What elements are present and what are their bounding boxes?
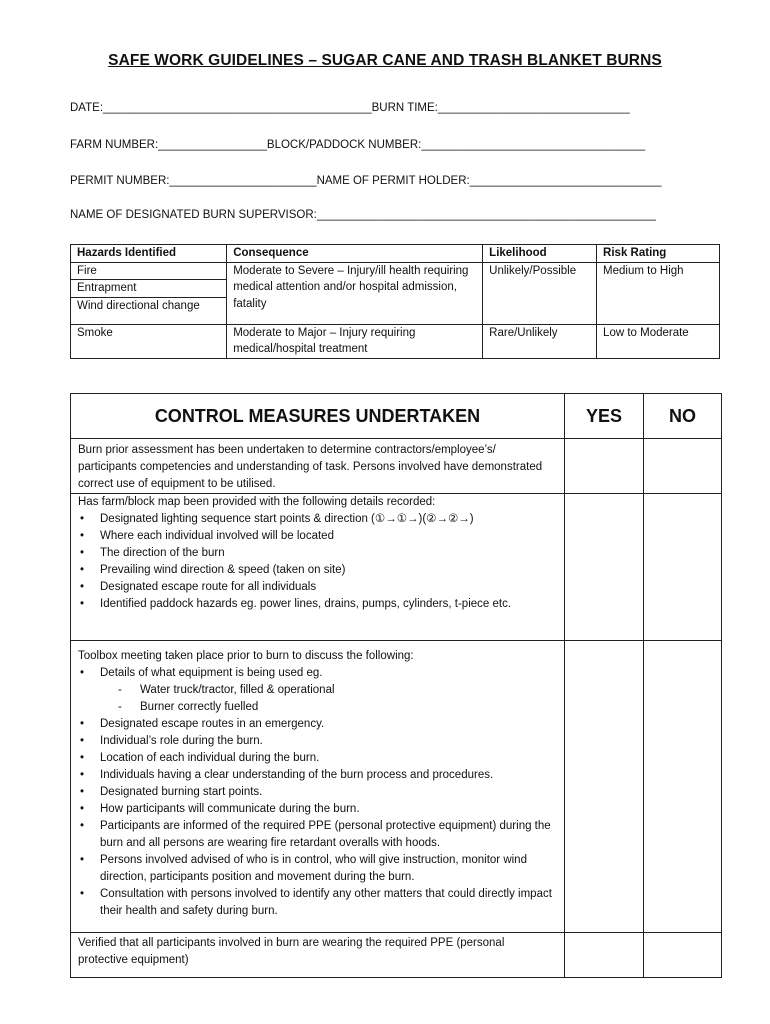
toolbox-intro: Toolbox meeting taken place prior to burn to discuss the following: <box>78 650 414 662</box>
list-item: • Designated burning start points. <box>100 784 557 801</box>
table-row <box>71 439 722 494</box>
likelihood-cell: Unlikely/Possible <box>483 262 597 324</box>
no-header: NO <box>644 394 722 439</box>
list-item: • Participants are informed of the required PPE (personal protective equipment) during the burn and all persons are wearing fire retardant overalls with hoods. <box>100 818 557 852</box>
list-item <box>100 665 557 716</box>
header-hazards: Hazards Identified <box>71 245 227 263</box>
table-row <box>71 641 722 933</box>
hazard-cell: Smoke <box>71 324 227 358</box>
list-item: • Individuals having a clear understanding of the burn process and procedures. <box>100 767 557 784</box>
control-text-assessment: Burn prior assessment has been undertaken to determine contractors/employee’s/ participants competencies and understanding of task. Persons involved have demonstrated correct use of equipment to be utilised. <box>71 439 565 494</box>
list-item: • Where each individual involved will be located <box>100 528 557 545</box>
control-text-toolbox <box>71 641 565 933</box>
table-row <box>71 324 720 358</box>
control-text-ppe: Verified that all participants involved in burn are wearing the required PPE (personal protective equipment) <box>71 933 565 978</box>
consequence-cell: Moderate to Severe – Injury/ill health requiring medical attention and/or hospital admission, fatality <box>227 262 483 324</box>
list-item: • Individual’s role during the burn. <box>100 733 557 750</box>
hazard-cell: Entrapment <box>71 280 227 298</box>
map-details-list <box>78 511 557 613</box>
likelihood-cell: Rare/Unlikely <box>483 324 597 358</box>
hazard-table-header <box>71 245 720 263</box>
list-item: • Designated escape route for all individuals <box>100 579 557 596</box>
list-item: • Persons involved advised of who is in control, who will give instruction, monitor wind direction, participants position and movement during the burn. <box>100 852 557 886</box>
risk-cell: Medium to High <box>597 262 720 324</box>
list-item: • The direction of the burn <box>100 545 557 562</box>
yes-checkbox-cell[interactable] <box>565 494 644 641</box>
yes-header: YES <box>565 394 644 439</box>
list-item: - Burner correctly fuelled <box>140 699 557 716</box>
table-row <box>71 262 720 280</box>
no-checkbox-cell[interactable] <box>644 933 722 978</box>
permit-number-holder-field[interactable]: PERMIT NUMBER:_______________________NAME OF PERMIT HOLDER:______________________________ <box>70 175 662 187</box>
no-checkbox-cell[interactable] <box>644 494 722 641</box>
list-item: • Consultation with persons involved to identify any other matters that could directly impact their health and safety during burn. <box>100 886 557 920</box>
yes-checkbox-cell[interactable] <box>565 439 644 494</box>
list-item: • How participants will communicate during the burn. <box>100 801 557 818</box>
equipment-item-text: Details of what equipment is being used eg. <box>100 667 323 679</box>
header-likelihood: Likelihood <box>483 245 597 263</box>
table-row <box>71 933 722 978</box>
list-item: • Location of each individual during the burn. <box>100 750 557 767</box>
no-checkbox-cell[interactable] <box>644 641 722 933</box>
document-title: SAFE WORK GUIDELINES – SUGAR CANE AND TRASH BLANKET BURNS <box>108 52 662 69</box>
hazard-cell: Fire <box>71 262 227 280</box>
date-burn-time-field[interactable]: DATE:__________________________________________BURN TIME:______________________________ <box>70 102 630 114</box>
list-item: • Designated lighting sequence start points & direction (①→①→)(②→②→) <box>100 511 557 528</box>
control-measures-title: CONTROL MEASURES UNDERTAKEN <box>71 394 565 439</box>
equipment-sublist <box>100 682 557 716</box>
control-text-map <box>71 494 565 641</box>
control-measures-table <box>70 393 722 978</box>
list-item: - Water truck/tractor, filled & operational <box>140 682 557 699</box>
toolbox-list <box>78 665 557 920</box>
table-row <box>71 494 722 641</box>
burn-supervisor-field[interactable]: NAME OF DESIGNATED BURN SUPERVISOR:_____________________________________________________ <box>70 209 656 221</box>
header-consequence: Consequence <box>227 245 483 263</box>
yes-checkbox-cell[interactable] <box>565 641 644 933</box>
header-risk-rating: Risk Rating <box>597 245 720 263</box>
control-measures-header <box>71 394 722 439</box>
no-checkbox-cell[interactable] <box>644 439 722 494</box>
list-item: • Identified paddock hazards eg. power lines, drains, pumps, cylinders, t-piece etc. <box>100 596 557 613</box>
hazard-cell: Wind directional change <box>71 297 227 324</box>
consequence-cell: Moderate to Major – Injury requiring medical/hospital treatment <box>227 324 483 358</box>
risk-cell: Low to Moderate <box>597 324 720 358</box>
list-item: • Prevailing wind direction & speed (taken on site) <box>100 562 557 579</box>
farm-block-number-field[interactable]: FARM NUMBER:_________________BLOCK/PADDOCK NUMBER:___________________________________ <box>70 139 646 151</box>
list-item: • Designated escape routes in an emergency. <box>100 716 557 733</box>
map-intro: Has farm/block map been provided with the following details recorded: <box>78 496 436 508</box>
yes-checkbox-cell[interactable] <box>565 933 644 978</box>
hazard-table <box>70 244 720 359</box>
